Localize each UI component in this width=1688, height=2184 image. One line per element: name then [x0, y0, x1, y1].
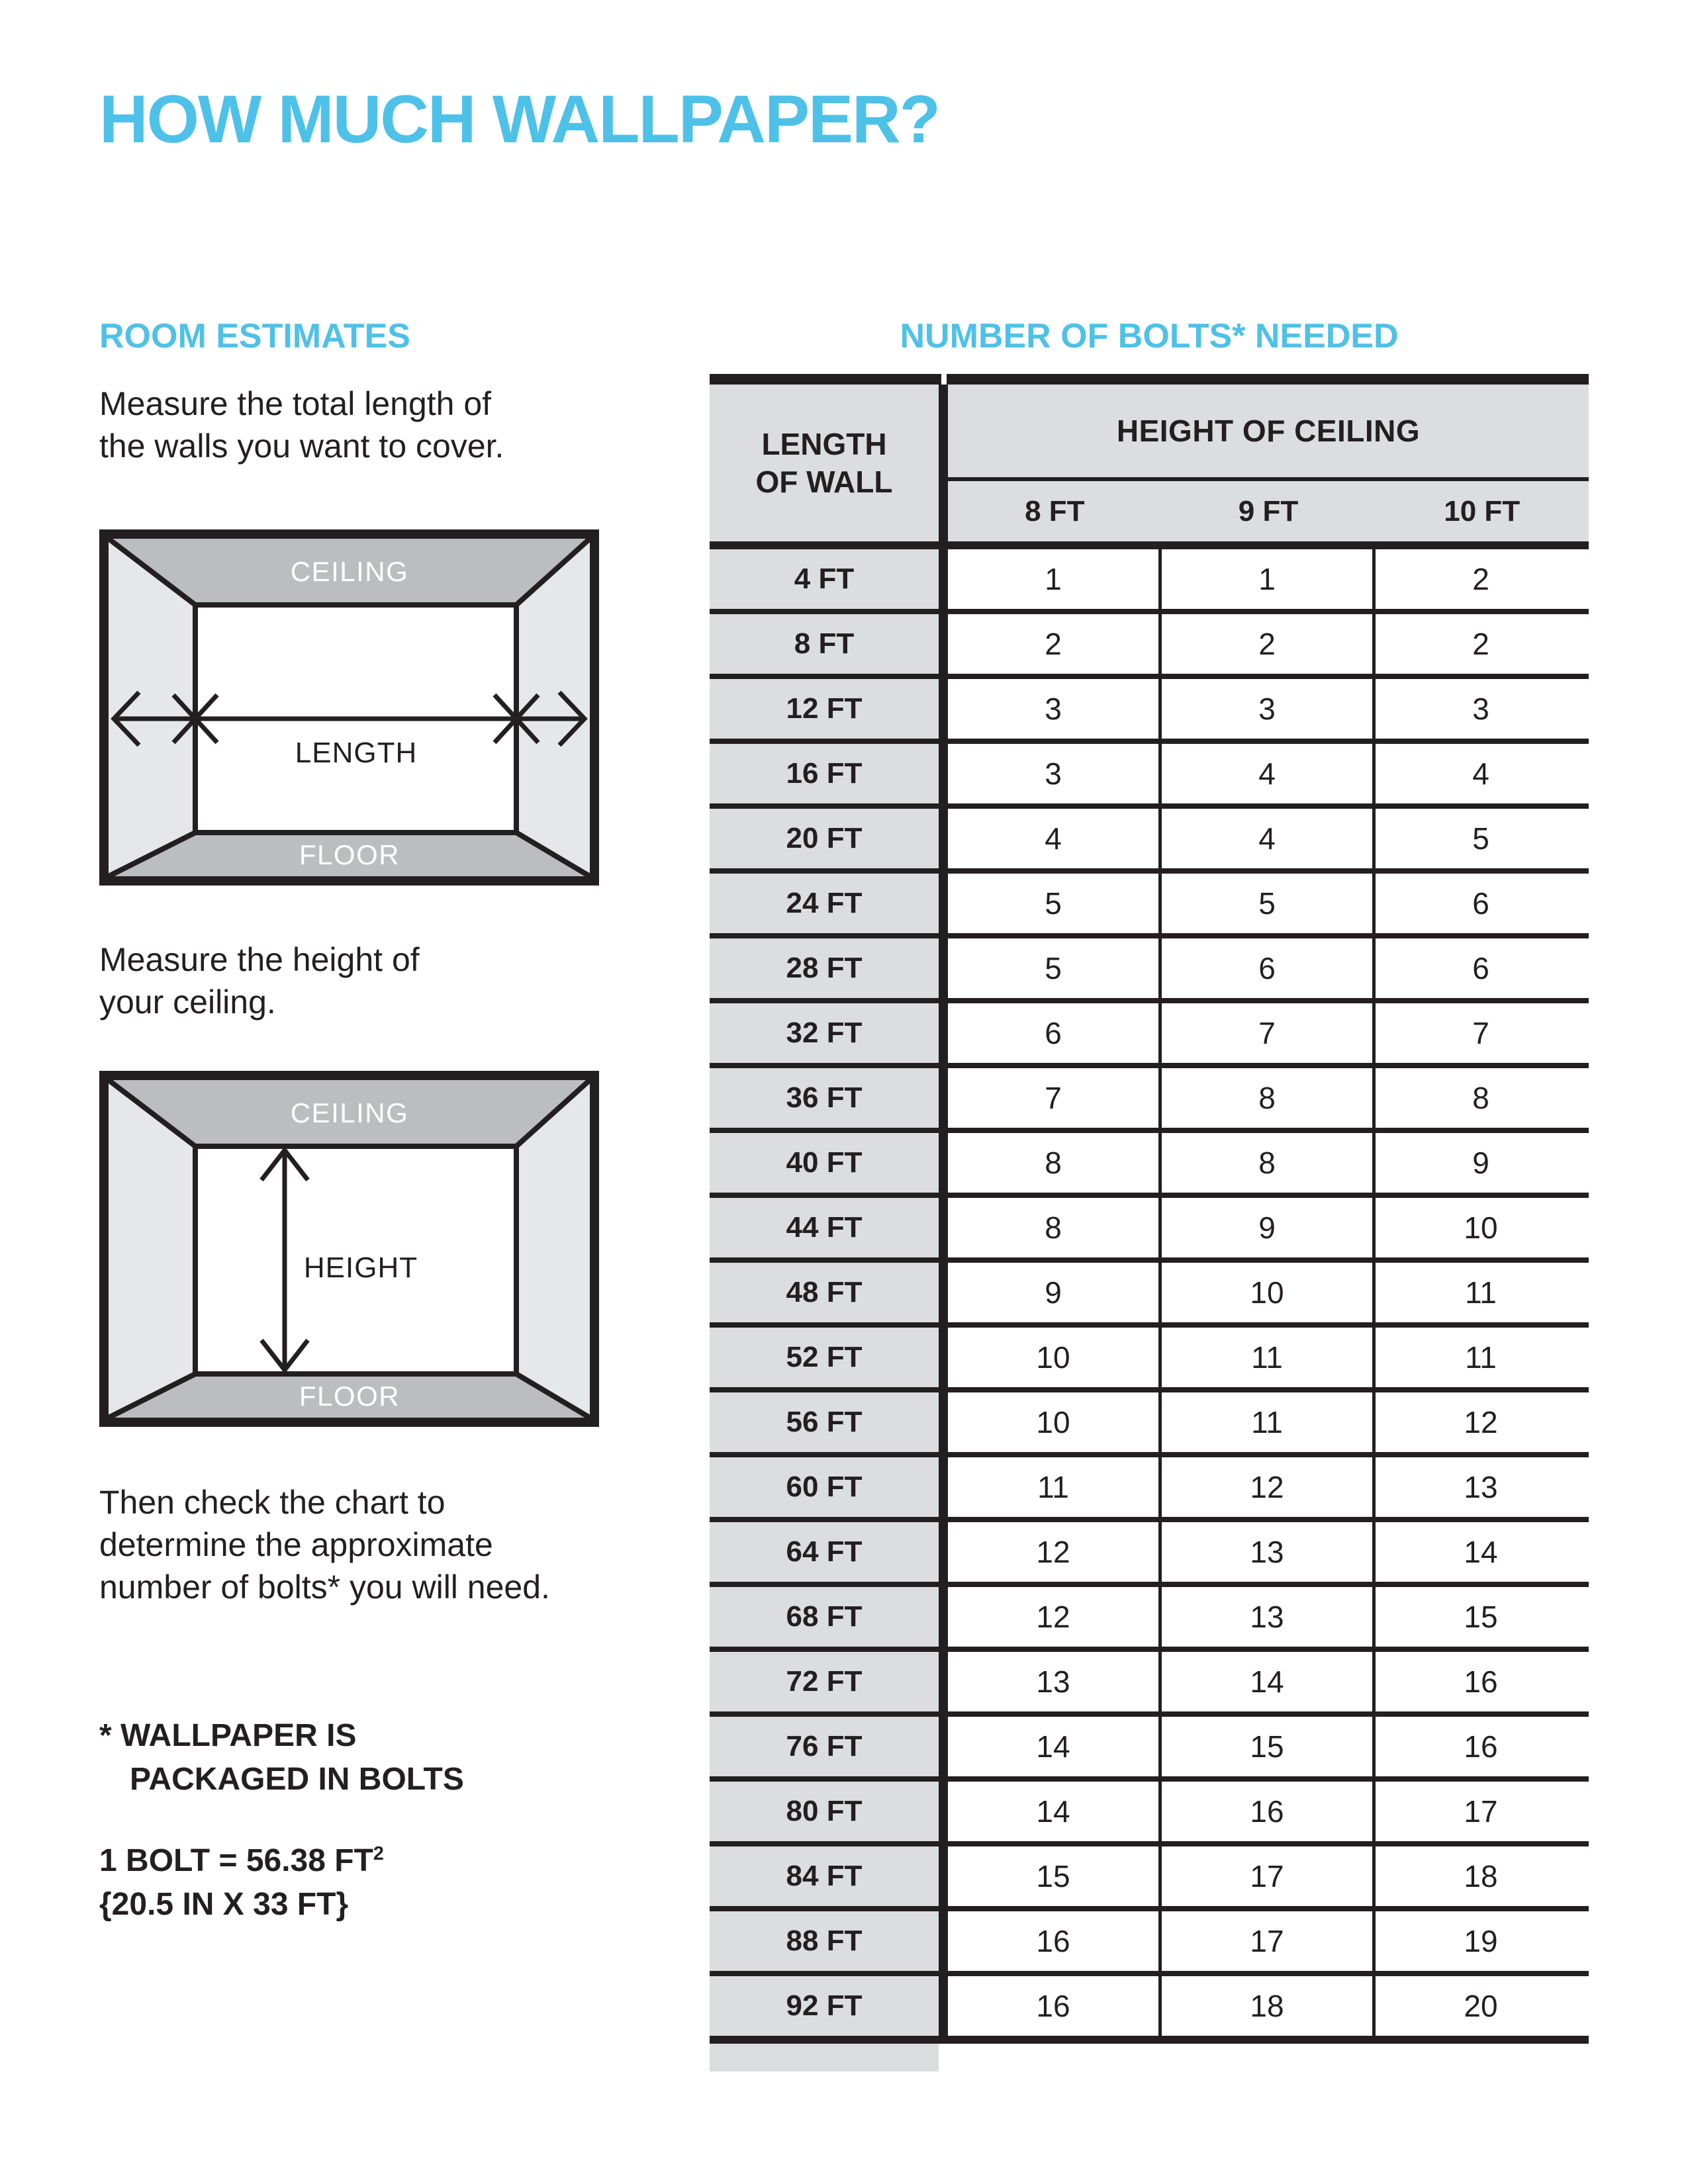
row-divider — [710, 1711, 1589, 1717]
bolts-8ft-cell: 2 — [1045, 627, 1062, 661]
row-thick-divider — [939, 614, 948, 674]
bolts-8ft-cell: 3 — [1045, 756, 1062, 791]
bolts-8ft-cell: 4 — [1045, 821, 1062, 856]
table-row — [710, 1198, 1589, 1257]
row-thick-divider — [939, 1717, 948, 1776]
height-paragraph — [99, 938, 420, 1023]
table-row — [710, 1457, 1589, 1517]
bolt-squared-superscript: 2 — [373, 1843, 384, 1864]
length-of-wall-line-2: OF WALL — [755, 464, 893, 499]
table-body — [710, 549, 1589, 2036]
row-length-label: 12 FT — [710, 679, 939, 739]
row-thick-divider — [939, 938, 948, 998]
top-bar-right-segment — [947, 374, 1589, 385]
table-row — [710, 679, 1589, 739]
bolt-equation: 1 BOLT = 56.38 FT — [99, 1843, 373, 1878]
chart-note-paragraph — [99, 1481, 550, 1608]
bolts-9ft-cell: 4 — [1258, 821, 1276, 856]
bolts-9ft-cell: 11 — [1251, 1340, 1283, 1375]
length-of-wall-header — [710, 385, 939, 541]
footnote-line-1: * WALLPAPER IS — [99, 1718, 357, 1753]
bolts-9ft-cell: 6 — [1258, 951, 1276, 985]
bolts-8ft-cell: 1 — [1045, 562, 1062, 596]
bolts-10ft-cell: 12 — [1464, 1405, 1498, 1439]
bolts-8ft-cell: 9 — [1045, 1275, 1062, 1310]
bolts-10ft-cell: 15 — [1464, 1600, 1498, 1634]
room-estimates-heading: ROOM ESTIMATES — [99, 317, 410, 355]
table-row — [710, 1846, 1589, 1906]
row-thick-divider — [939, 1068, 948, 1128]
bolts-8ft-cell: 10 — [1036, 1405, 1070, 1439]
row-divider — [710, 1971, 1589, 1976]
bolts-9ft-cell: 10 — [1250, 1275, 1284, 1310]
row-divider — [710, 933, 1589, 938]
row-thick-divider — [939, 1976, 948, 2036]
height-label: HEIGHT — [303, 1251, 418, 1284]
row-divider — [710, 1193, 1589, 1198]
row-length-label: 8 FT — [710, 614, 939, 674]
bolts-8ft-cell: 8 — [1045, 1210, 1062, 1245]
row-divider — [710, 1517, 1589, 1522]
footnote-line-2: PACKAGED IN BOLTS — [130, 1762, 464, 1797]
ceiling-label: CEILING — [290, 1097, 409, 1128]
col-header-10ft: 10 FT — [1444, 494, 1521, 527]
table-row — [710, 1003, 1589, 1063]
row-divider — [710, 1387, 1589, 1392]
bolts-9ft-cell: 1 — [1258, 562, 1276, 596]
height-of-ceiling-header: HEIGHT OF CEILING — [948, 385, 1589, 477]
col-header-8ft: 8 FT — [1025, 494, 1085, 527]
row-divider — [710, 1582, 1589, 1587]
bolts-10ft-cell: 11 — [1465, 1275, 1497, 1310]
row-divider — [710, 998, 1589, 1003]
bolts-9ft-cell: 4 — [1258, 756, 1276, 791]
floor-label: FLOOR — [299, 839, 400, 870]
table-bottom-stub — [710, 2044, 939, 2071]
row-thick-divider — [939, 1652, 948, 1711]
row-divider — [710, 674, 1589, 679]
table-row — [710, 549, 1589, 609]
table-row — [710, 1587, 1589, 1647]
table-header — [710, 385, 1589, 541]
bolts-10ft-cell: 3 — [1472, 692, 1489, 726]
row-length-label: 88 FT — [710, 1911, 939, 1971]
row-length-label: 80 FT — [710, 1782, 939, 1841]
bolts-8ft-cell: 10 — [1036, 1340, 1070, 1375]
bolts-10ft-cell: 2 — [1472, 627, 1489, 661]
row-thick-divider — [939, 1782, 948, 1841]
bolts-9ft-cell: 8 — [1258, 1081, 1276, 1115]
bolts-8ft-cell: 16 — [1036, 1924, 1070, 1958]
row-length-label: 20 FT — [710, 809, 939, 868]
bolts-10ft-cell: 18 — [1464, 1859, 1498, 1893]
table-row — [710, 1068, 1589, 1128]
row-length-label: 68 FT — [710, 1587, 939, 1647]
row-length-label: 48 FT — [710, 1263, 939, 1322]
bolts-10ft-cell: 7 — [1472, 1016, 1489, 1050]
bolts-10ft-cell: 20 — [1464, 1989, 1498, 2023]
bolts-9ft-cell: 11 — [1251, 1405, 1283, 1439]
ceiling-subheader-row — [948, 481, 1589, 541]
bolts-9ft-cell: 15 — [1250, 1729, 1284, 1764]
bolts-10ft-cell: 13 — [1464, 1470, 1498, 1504]
row-length-label: 64 FT — [710, 1522, 939, 1582]
bolts-8ft-cell: 5 — [1045, 951, 1062, 985]
row-thick-divider — [939, 1392, 948, 1452]
bolts-8ft-cell: 5 — [1045, 886, 1062, 921]
row-thick-divider — [939, 1003, 948, 1063]
row-divider — [710, 739, 1589, 744]
top-bar-left-segment — [710, 374, 941, 385]
table-row — [710, 744, 1589, 803]
row-length-label: 72 FT — [710, 1652, 939, 1711]
height-room-diagram — [99, 1071, 599, 1427]
chart-note-line-1: Then check the chart to — [99, 1484, 445, 1521]
row-thick-divider — [939, 809, 948, 868]
height-line-2: your ceiling. — [99, 983, 276, 1021]
table-row — [710, 874, 1589, 933]
bolts-8ft-cell: 3 — [1045, 692, 1062, 726]
bolts-10ft-cell: 17 — [1464, 1794, 1498, 1829]
row-thick-divider — [939, 744, 948, 803]
intro-paragraph — [99, 383, 504, 467]
bolts-9ft-cell: 3 — [1258, 692, 1276, 726]
bolts-9ft-cell: 2 — [1258, 627, 1276, 661]
bolts-9ft-cell: 13 — [1250, 1600, 1284, 1634]
bolts-10ft-cell: 6 — [1472, 951, 1489, 985]
bolts-10ft-cell: 19 — [1464, 1924, 1498, 1958]
row-length-label: 40 FT — [710, 1133, 939, 1193]
row-thick-divider — [939, 1328, 948, 1387]
bolts-8ft-cell: 15 — [1036, 1859, 1070, 1893]
ceiling-label: CEILING — [290, 556, 409, 587]
row-thick-divider — [939, 1263, 948, 1322]
wallpaper-footnote — [99, 1714, 464, 1801]
table-row — [710, 1328, 1589, 1387]
bolts-8ft-cell: 14 — [1036, 1794, 1070, 1829]
row-divider — [710, 1322, 1589, 1328]
bolts-9ft-cell: 13 — [1250, 1535, 1284, 1569]
row-thick-divider — [939, 1522, 948, 1582]
bolts-10ft-cell: 14 — [1464, 1535, 1498, 1569]
row-divider — [710, 1906, 1589, 1911]
chart-note-line-3: number of bolts* you will need. — [99, 1569, 550, 1606]
row-divider — [710, 1776, 1589, 1782]
height-line-1: Measure the height of — [99, 941, 420, 978]
bolts-9ft-cell: 12 — [1250, 1470, 1284, 1504]
top-bar-gap — [941, 374, 947, 385]
row-divider — [710, 1128, 1589, 1133]
row-divider — [710, 1647, 1589, 1652]
ceiling-header-block — [948, 385, 1589, 541]
bolts-10ft-cell: 16 — [1464, 1664, 1498, 1699]
bolt-size-line-1 — [99, 1832, 384, 1883]
bolts-9ft-cell: 17 — [1250, 1859, 1284, 1893]
row-length-label: 92 FT — [710, 1976, 939, 2036]
table-row — [710, 938, 1589, 998]
bolts-10ft-cell: 11 — [1465, 1340, 1497, 1375]
bolt-size-note — [99, 1832, 384, 1927]
bolts-10ft-cell: 2 — [1472, 562, 1489, 596]
intro-line-1: Measure the total length of — [99, 385, 492, 422]
row-thick-divider — [939, 679, 948, 739]
table-row — [710, 1263, 1589, 1322]
row-length-label: 76 FT — [710, 1717, 939, 1776]
bolts-9ft-cell: 9 — [1258, 1210, 1276, 1245]
bolts-9ft-cell: 18 — [1250, 1989, 1284, 2023]
row-length-label: 36 FT — [710, 1068, 939, 1128]
bolts-10ft-cell: 5 — [1472, 821, 1489, 856]
bolts-9ft-cell: 7 — [1258, 1016, 1276, 1050]
bolts-10ft-cell: 8 — [1472, 1081, 1489, 1115]
bolts-8ft-cell: 8 — [1045, 1146, 1062, 1180]
row-length-label: 32 FT — [710, 1003, 939, 1063]
row-divider — [710, 1452, 1589, 1457]
row-length-label: 16 FT — [710, 744, 939, 803]
bolts-8ft-cell: 12 — [1036, 1600, 1070, 1634]
row-divider — [710, 1257, 1589, 1263]
bolts-9ft-cell: 8 — [1258, 1146, 1276, 1180]
header-bottom-rule — [710, 541, 1589, 549]
table-row — [710, 1522, 1589, 1582]
table-row — [710, 1392, 1589, 1452]
row-thick-divider — [939, 1133, 948, 1193]
row-thick-divider — [939, 1198, 948, 1257]
row-divider — [710, 1841, 1589, 1846]
row-thick-divider — [939, 1911, 948, 1971]
bolts-8ft-cell: 12 — [1036, 1535, 1070, 1569]
table-row — [710, 809, 1589, 868]
row-length-label: 44 FT — [710, 1198, 939, 1257]
bolts-10ft-cell: 16 — [1464, 1729, 1498, 1764]
table-row — [710, 1976, 1589, 2036]
floor-label: FLOOR — [299, 1381, 400, 1412]
header-vertical-divider — [939, 385, 948, 541]
bolts-needed-heading: NUMBER OF BOLTS* NEEDED — [900, 317, 1399, 355]
table-row — [710, 1717, 1589, 1776]
bolts-10ft-cell: 10 — [1464, 1210, 1498, 1245]
row-divider — [710, 1063, 1589, 1068]
row-length-label: 60 FT — [710, 1457, 939, 1517]
bolts-10ft-cell: 4 — [1472, 756, 1489, 791]
length-label: LENGTH — [295, 737, 418, 769]
table-top-bar — [710, 374, 1589, 385]
bolts-8ft-cell: 11 — [1037, 1470, 1069, 1504]
bolts-8ft-cell: 14 — [1036, 1729, 1070, 1764]
row-length-label: 84 FT — [710, 1846, 939, 1906]
chart-note-line-2: determine the approximate — [99, 1526, 493, 1563]
bolts-8ft-cell: 6 — [1045, 1016, 1062, 1050]
length-of-wall-line-1: LENGTH — [761, 426, 887, 461]
row-divider — [710, 803, 1589, 809]
intro-line-2: the walls you want to cover. — [99, 428, 504, 465]
table-row — [710, 1782, 1589, 1841]
table-bottom-rule — [710, 2036, 1589, 2044]
bolts-9ft-cell: 14 — [1250, 1664, 1284, 1699]
row-length-label: 4 FT — [710, 549, 939, 609]
page-title: HOW MUCH WALLPAPER? — [99, 81, 939, 157]
bolts-9ft-cell: 5 — [1258, 886, 1276, 921]
row-thick-divider — [939, 1846, 948, 1906]
bolts-8ft-cell: 13 — [1036, 1664, 1070, 1699]
bolts-9ft-cell: 16 — [1250, 1794, 1284, 1829]
table-row — [710, 1652, 1589, 1711]
bolts-8ft-cell: 7 — [1045, 1081, 1062, 1115]
table-row — [710, 614, 1589, 674]
bolts-10ft-cell: 6 — [1472, 886, 1489, 921]
bolts-10ft-cell: 9 — [1472, 1146, 1489, 1180]
row-length-label: 56 FT — [710, 1392, 939, 1452]
bolts-table — [710, 374, 1589, 2071]
row-thick-divider — [939, 549, 948, 609]
row-length-label: 52 FT — [710, 1328, 939, 1387]
row-length-label: 24 FT — [710, 874, 939, 933]
row-thick-divider — [939, 874, 948, 933]
row-length-label: 28 FT — [710, 938, 939, 998]
bolts-9ft-cell: 17 — [1250, 1924, 1284, 1958]
table-row — [710, 1911, 1589, 1971]
table-row — [710, 1133, 1589, 1193]
bolts-8ft-cell: 16 — [1036, 1989, 1070, 2023]
length-room-diagram — [99, 529, 599, 886]
bolt-size-line-2: {20.5 IN X 33 FT} — [99, 1887, 349, 1922]
row-thick-divider — [939, 1587, 948, 1647]
row-thick-divider — [939, 1457, 948, 1517]
row-divider — [710, 868, 1589, 874]
col-header-9ft: 9 FT — [1238, 494, 1299, 527]
row-divider — [710, 609, 1589, 614]
